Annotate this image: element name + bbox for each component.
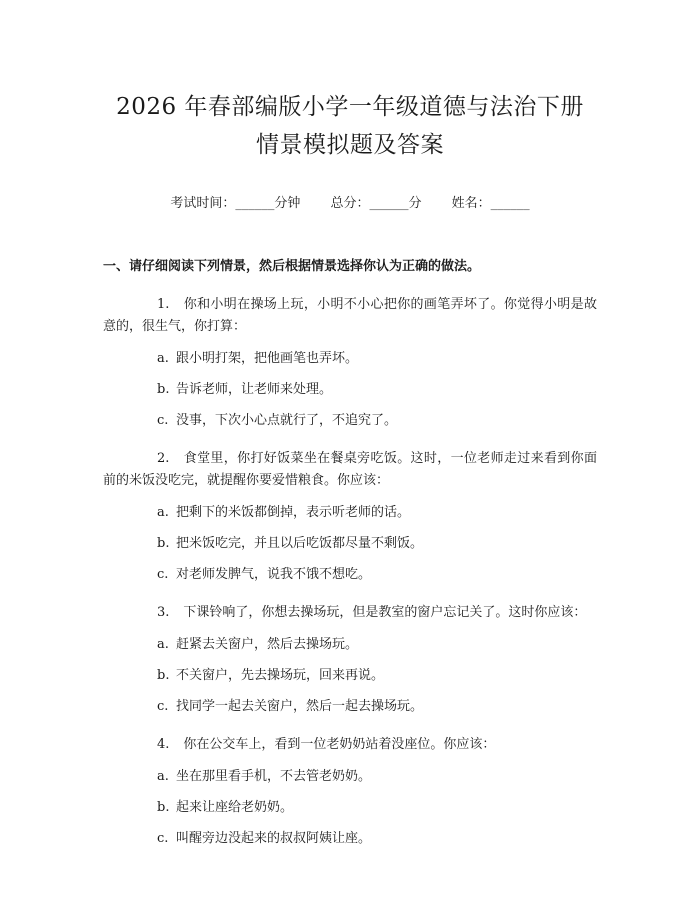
question-number: 1. bbox=[157, 297, 170, 312]
option-text: 把米饭吃完，并且以后吃饭都尽量不剩饭。 bbox=[176, 536, 424, 551]
option-text: 没事，下次小心点就行了，不追究了。 bbox=[176, 413, 398, 428]
question-3 bbox=[103, 602, 597, 624]
question-list bbox=[103, 294, 597, 849]
option-text: 把剩下的米饭都倒掉，表示听老师的话。 bbox=[176, 505, 411, 520]
total-score-field: 总分：______分 bbox=[330, 196, 422, 211]
exam-time-field: 考试时间：______分钟 bbox=[170, 196, 301, 211]
option-text: 对老师发脾气，说我不饿不想吃。 bbox=[176, 567, 372, 582]
option-letter: b. bbox=[157, 800, 170, 815]
option-letter: a. bbox=[157, 769, 169, 784]
section-heading: 一、请仔细阅读下列情景，然后根据情景选择你认为正确的做法。 bbox=[103, 259, 481, 274]
option-text: 跟小明打架，把他画笔也弄坏。 bbox=[176, 351, 359, 366]
answer-option bbox=[103, 798, 597, 818]
question-number: 4. bbox=[157, 737, 170, 752]
question-1 bbox=[103, 294, 597, 338]
title-line-1: 2026 年春部编版小学一年级道德与法治下册 bbox=[116, 94, 584, 120]
option-letter: a. bbox=[157, 505, 169, 520]
document-title bbox=[103, 88, 597, 164]
option-letter: c. bbox=[157, 699, 169, 714]
answer-option bbox=[103, 534, 597, 554]
option-text: 找同学一起去关窗户，然后一起去操场玩。 bbox=[176, 699, 424, 714]
answer-option bbox=[103, 697, 597, 717]
answer-option bbox=[103, 767, 597, 787]
option-letter: c. bbox=[157, 567, 169, 582]
option-letter: b. bbox=[157, 536, 170, 551]
question-text: 食堂里，你打好饭菜坐在餐桌旁吃饭。这时，一位老师走过来看到你面前的米饭没吃完，就提醒你要爱惜粮食。你应该： bbox=[103, 451, 597, 488]
option-text: 叫醒旁边没起来的叔叔阿姨让座。 bbox=[176, 831, 372, 846]
option-text: 起来让座给老奶奶。 bbox=[176, 800, 294, 815]
option-text: 告诉老师，让老师来处理。 bbox=[176, 382, 333, 397]
question-text: 下课铃响了，你想去操场玩，但是教室的窗户忘记关了。这时你应该： bbox=[183, 605, 587, 620]
question-text: 你在公交车上，看到一位老奶奶站着没座位。你应该： bbox=[183, 737, 496, 752]
question-2 bbox=[103, 448, 597, 492]
answer-option bbox=[103, 829, 597, 849]
question-number: 3. bbox=[157, 605, 170, 620]
answer-option bbox=[103, 635, 597, 655]
question-text: 你和小明在操场上玩，小明不小心把你的画笔弄坏了。你觉得小明是故意的，很生气，你打算： bbox=[103, 297, 597, 334]
answer-option bbox=[103, 349, 597, 369]
answer-option bbox=[103, 380, 597, 400]
question-number: 2. bbox=[157, 451, 170, 466]
option-text: 坐在那里看手机，不去管老奶奶。 bbox=[176, 769, 372, 784]
answer-option bbox=[103, 411, 597, 431]
option-text: 不关窗户，先去操场玩，回来再说。 bbox=[176, 668, 385, 683]
option-letter: a. bbox=[157, 351, 169, 366]
question-4 bbox=[103, 734, 597, 756]
option-letter: a. bbox=[157, 637, 169, 652]
option-letter: c. bbox=[157, 831, 169, 846]
student-name-field: 姓名：______ bbox=[451, 196, 530, 211]
answer-option bbox=[103, 503, 597, 523]
option-letter: c. bbox=[157, 413, 169, 428]
answer-option bbox=[103, 666, 597, 686]
option-letter: b. bbox=[157, 382, 170, 397]
answer-option bbox=[103, 565, 597, 585]
title-line-2: 情景模拟题及答案 bbox=[256, 132, 444, 158]
option-letter: b. bbox=[157, 668, 170, 683]
option-text: 赶紧去关窗户，然后去操场玩。 bbox=[176, 637, 359, 652]
exam-info bbox=[103, 194, 597, 214]
